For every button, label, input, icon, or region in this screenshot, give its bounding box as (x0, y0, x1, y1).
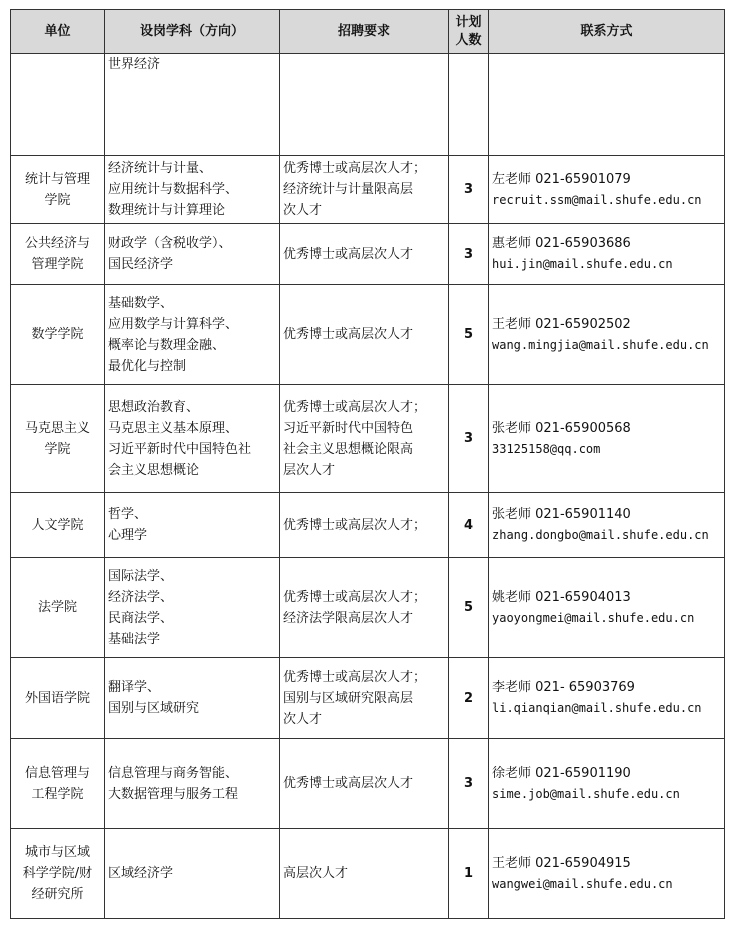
table-row (11, 829, 725, 919)
contact-cell (489, 739, 725, 829)
unit-cell: 信息管理与 工程学院 (11, 739, 105, 829)
contact-cell (489, 156, 725, 224)
subject-cell: 基础数学、 应用数学与计算科学、 概率论与数理金融、 最优化与控制 (105, 285, 280, 385)
contact-cell (489, 385, 725, 493)
requirement-cell: 高层次人才 (280, 829, 449, 919)
contact-cell (489, 54, 725, 156)
contact-email: yaoyongmei@mail.shufe.edu.cn (492, 610, 695, 625)
subject-cell: 信息管理与商务智能、 大数据管理与服务工程 (105, 739, 280, 829)
header-requirement: 招聘要求 (280, 10, 449, 54)
contact-email: zhang.dongbo@mail.shufe.edu.cn (492, 528, 709, 542)
contact-email: li.qianqian@mail.shufe.edu.cn (492, 701, 702, 715)
unit-cell: 外国语学院 (11, 658, 105, 739)
unit-cell: 数学学院 (11, 285, 105, 385)
requirement-cell: 优秀博士或高层次人才 (280, 224, 449, 285)
count-cell: 4 (449, 493, 489, 558)
contact-cell (489, 224, 725, 285)
unit-cell: 公共经济与 管理学院 (11, 224, 105, 285)
table-row (11, 224, 725, 285)
contact-email: hui.jin@mail.shufe.edu.cn (492, 257, 673, 271)
count-cell: 5 (449, 558, 489, 658)
contact-cell (489, 829, 725, 919)
count-cell (449, 54, 489, 156)
subject-cell: 翻译学、 国别与区域研究 (105, 658, 280, 739)
contact-email: sime.job@mail.shufe.edu.cn (492, 786, 680, 801)
contact-name: 姚老师 021-65904013 (492, 589, 631, 605)
subject-cell: 财政学（含税收学）、 国民经济学 (105, 224, 280, 285)
contact-name: 王老师 021-65902502 (492, 316, 631, 332)
subject-cell: 世界经济 (105, 54, 280, 156)
contact-cell (489, 658, 725, 739)
header-unit: 单位 (11, 10, 105, 54)
header-row (11, 10, 725, 54)
count-cell: 3 (449, 385, 489, 493)
contact-name: 徐老师 021-65901190 (492, 765, 631, 781)
contact-cell (489, 558, 725, 658)
subject-cell: 区域经济学 (105, 829, 280, 919)
contact-name: 王老师 021-65904915 (492, 855, 631, 871)
contact-email: wang.mingjia@mail.shufe.edu.cn (492, 337, 709, 352)
requirement-cell (280, 54, 449, 156)
subject-cell: 经济统计与计量、 应用统计与数据科学、 数理统计与计算理论 (105, 156, 280, 224)
requirement-cell: 优秀博士或高层次人才； (280, 493, 449, 558)
contact-name: 李老师 021- 65903769 (492, 680, 635, 695)
requirement-cell: 优秀博士或高层次人才； 国别与区域研究限高层 次人才 (280, 658, 449, 739)
header-contact: 联系方式 (489, 10, 725, 54)
unit-cell: 城市与区域 科学学院/财 经研究所 (11, 829, 105, 919)
unit-cell: 马克思主义 学院 (11, 385, 105, 493)
header-subject: 设岗学科（方向） (105, 10, 280, 54)
count-cell: 5 (449, 285, 489, 385)
contact-name: 惠老师 021-65903686 (492, 236, 631, 251)
count-cell: 3 (449, 156, 489, 224)
table-row (11, 739, 725, 829)
requirement-cell: 优秀博士或高层次人才； 经济统计与计量限高层 次人才 (280, 156, 449, 224)
unit-cell: 人文学院 (11, 493, 105, 558)
requirement-cell: 优秀博士或高层次人才； 经济法学限高层次人才 (280, 558, 449, 658)
count-cell: 1 (449, 829, 489, 919)
header-count: 计划 人数 (449, 10, 489, 54)
unit-cell: 统计与管理 学院 (11, 156, 105, 224)
count-cell: 3 (449, 739, 489, 829)
contact-cell (489, 493, 725, 558)
requirement-cell: 优秀博士或高层次人才 (280, 285, 449, 385)
recruitment-table (10, 9, 725, 919)
requirement-cell: 优秀博士或高层次人才 (280, 739, 449, 829)
table-row (11, 285, 725, 385)
requirement-cell: 优秀博士或高层次人才； 习近平新时代中国特色 社会主义思想概论限高 层次人才 (280, 385, 449, 493)
table-row (11, 385, 725, 493)
table-row (11, 658, 725, 739)
table-row (11, 558, 725, 658)
contact-name: 左老师 021-65901079 (492, 171, 631, 187)
table-row (11, 493, 725, 558)
table-row (11, 54, 725, 156)
count-cell: 3 (449, 224, 489, 285)
subject-cell: 哲学、 心理学 (105, 493, 280, 558)
subject-cell: 思想政治教育、 马克思主义基本原理、 习近平新时代中国特色社 会主义思想概论 (105, 385, 280, 493)
count-cell: 2 (449, 658, 489, 739)
subject-cell: 国际法学、 经济法学、 民商法学、 基础法学 (105, 558, 280, 658)
table-row (11, 156, 725, 224)
unit-cell: 法学院 (11, 558, 105, 658)
contact-email: recruit.ssm@mail.shufe.edu.cn (492, 192, 702, 207)
unit-cell (11, 54, 105, 156)
contact-cell (489, 285, 725, 385)
contact-name: 张老师 021-65900568 (492, 420, 631, 436)
contact-email: 33125158@qq.com (492, 441, 601, 456)
contact-email: wangwei@mail.shufe.edu.cn (492, 876, 673, 891)
contact-name: 张老师 021-65901140 (492, 507, 631, 522)
